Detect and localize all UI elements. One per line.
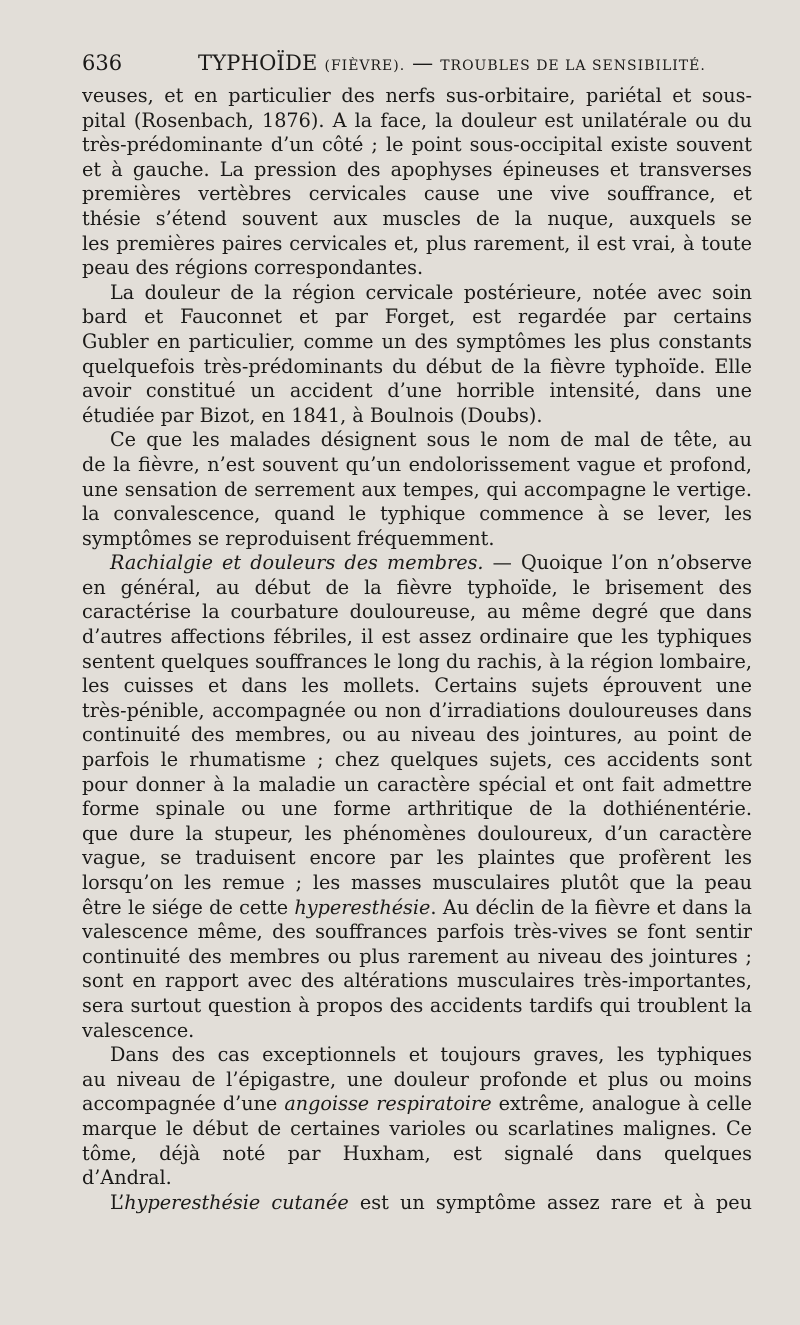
text-span: d’Andral.: [82, 1166, 172, 1190]
text-span: est un symptôme assez rare et à peu: [359, 1190, 752, 1214]
text-line: [82, 84, 752, 109]
title-main: TYPHOÏDE: [198, 51, 318, 75]
text-line: [82, 207, 752, 232]
text-span: être le siége de cette: [82, 895, 295, 919]
text-line: [82, 650, 752, 675]
text-span: en général, au début de la fièvre typhoïde, le brisement des: [82, 575, 752, 599]
body-text: [82, 84, 752, 1215]
italic-term: Rachialgie et douleurs des membres.: [110, 551, 484, 575]
text-line: [82, 428, 752, 453]
italic-term: angoisse respiratoire: [284, 1092, 492, 1116]
text-span: sera surtout question à propos des accidents tardifs qui troublent la: [82, 993, 752, 1017]
text-span: Gubler en particulier, comme un des symptômes les plus constants: [82, 329, 752, 353]
text-line: [82, 920, 752, 945]
text-span: d’autres affections fébriles, il est assez ordinaire que les typhiques: [82, 625, 752, 649]
text-line: [82, 1166, 752, 1191]
text-line: [82, 281, 752, 306]
text-line: [82, 1019, 752, 1044]
text-span: étudiée par Bizot, en 1841, à Boulnois (Doubs).: [82, 403, 543, 427]
text-line: [82, 748, 752, 773]
text-span: sentent quelques souffrances le long du rachis, à la région lombaire,: [82, 649, 752, 673]
text-span: valescence.: [82, 1018, 195, 1042]
title-section: TROUBLES DE LA SENSIBILITÉ.: [440, 58, 706, 74]
text-span: . Au déclin de la fièvre et dans la: [430, 895, 752, 919]
text-line: [82, 846, 752, 871]
text-line: [82, 232, 752, 257]
text-line: [82, 945, 752, 970]
text-span: — Quoique l’on n’observe: [492, 551, 752, 575]
text-line: [82, 576, 752, 601]
text-line: [82, 527, 752, 552]
text-span: la convalescence, quand le typhique commence à se lever, les: [82, 502, 752, 526]
text-span: bard et Fauconnet et par Forget, est regardée par certains: [82, 305, 752, 329]
text-span: valescence même, des souffrances parfois très-vives se font sentir: [82, 920, 752, 944]
title-paren: (FIÈVRE).: [324, 58, 406, 74]
text-span: premières vertèbres cervicales cause une vive souffrance, et: [82, 182, 752, 206]
text-span: très-pénible, accompagnée ou non d’irradiations douloureuses dans: [82, 698, 752, 722]
text-span: avoir constitué un accident d’une horrible intensité, dans une: [82, 379, 752, 403]
text-span: et à gauche. La pression des apophyses épineuses et transverses: [82, 157, 752, 181]
text-line: [82, 379, 752, 404]
text-line: [82, 797, 752, 822]
text-line: [82, 896, 752, 921]
text-line: [82, 1068, 752, 1093]
text-span: Dans des cas exceptionnels et toujours graves, les typhiques: [110, 1043, 752, 1067]
page-number: 636: [82, 51, 123, 75]
text-line: [82, 1117, 752, 1142]
running-title: [198, 46, 706, 83]
text-span: forme spinale ou une forme arthritique de la dothiénentérie.: [82, 797, 752, 821]
text-span: pour donner à la maladie un caractère spécial et ont fait admettre: [82, 772, 752, 796]
text-line: [82, 330, 752, 355]
text-span: continuité des membres, ou au niveau des jointures, au point de: [82, 723, 752, 747]
text-line: [82, 551, 752, 576]
text-span: lorsqu’on les remue ; les masses musculaires plutôt que la peau: [82, 871, 752, 894]
text-line: [82, 625, 752, 650]
text-span: L’: [110, 1190, 125, 1214]
text-line: [82, 1142, 752, 1167]
text-line: [82, 822, 752, 847]
text-span: sont en rapport avec des altérations musculaires très-importantes,: [82, 969, 752, 993]
text-span: quelquefois très-prédominants du début de la fièvre typhoïde. Elle: [82, 354, 752, 378]
text-line: [82, 305, 752, 330]
text-line: [82, 773, 752, 798]
text-span: marque le début de certaines varioles ou scarlatines malignes. Ce: [82, 1116, 752, 1140]
text-line: [82, 158, 752, 183]
text-line: [82, 1043, 752, 1068]
text-line: [82, 453, 752, 478]
text-line: [82, 256, 752, 281]
text-span: très-prédominante d’un côté ; le point sous-occipital existe souvent: [82, 133, 752, 157]
text-span: les cuisses et dans les mollets. Certains sujets éprouvent une: [82, 674, 752, 698]
text-line: [82, 871, 752, 896]
text-line: [82, 969, 752, 994]
text-line: [82, 674, 752, 699]
text-line: [82, 1092, 752, 1117]
text-line: [82, 355, 752, 380]
text-line: [82, 600, 752, 625]
text-span: extrême, analogue à celle: [498, 1092, 752, 1116]
text-span: continuité des membres ou plus rarement au niveau des jointures ;: [82, 944, 752, 968]
text-span: veuses, et en particulier des nerfs sus-orbitaire, pariétal et sous-: [82, 84, 752, 107]
text-line: [82, 1191, 752, 1216]
italic-term: hyperesthésie cutanée: [124, 1190, 349, 1214]
running-header: [82, 46, 752, 80]
text-span: peau des régions correspondantes.: [82, 256, 424, 280]
text-span: les premières paires cervicales et, plus rarement, il est vrai, à toute: [82, 231, 752, 255]
text-span: une sensation de serrement aux tempes, qui accompagne le vertige.: [82, 477, 752, 501]
text-line: [82, 182, 752, 207]
text-line: [82, 723, 752, 748]
text-line: [82, 699, 752, 724]
text-span: Ce que les malades désignent sous le nom de mal de tête, au: [110, 428, 752, 452]
text-span: La douleur de la région cervicale postérieure, notée avec soin: [110, 280, 752, 304]
text-span: accompagnée d’une: [82, 1092, 285, 1116]
italic-term: hyperesthésie: [294, 895, 431, 919]
text-span: thésie s’étend souvent aux muscles de la nuque, auxquels se: [82, 206, 752, 230]
title-dash: —: [412, 51, 434, 75]
text-span: au niveau de l’épigastre, une douleur profonde et plus ou moins: [82, 1067, 752, 1091]
text-span: tôme, déjà noté par Huxham, est signalé dans quelques: [82, 1141, 752, 1165]
text-span: de la fièvre, n’est souvent qu’un endolorissement vague et profond,: [82, 452, 752, 476]
text-span: que dure la stupeur, les phénomènes douloureux, d’un caractère: [82, 821, 752, 845]
text-span: caractérise la courbature douloureuse, au même degré que dans: [82, 600, 752, 624]
text-line: [82, 404, 752, 429]
text-span: parfois le rhumatisme ; chez quelques sujets, ces accidents sont: [82, 748, 752, 772]
text-span: vague, se traduisent encore par les plaintes que profèrent les: [82, 846, 752, 870]
text-line: [82, 109, 752, 134]
text-span: pital (Rosenbach, 1876). A la face, la douleur est unilatérale ou du: [82, 108, 752, 132]
text-line: [82, 478, 752, 503]
text-line: [82, 502, 752, 527]
text-line: [82, 994, 752, 1019]
text-line: [82, 133, 752, 158]
text-span: symptômes se reproduisent fréquemment.: [82, 526, 495, 550]
